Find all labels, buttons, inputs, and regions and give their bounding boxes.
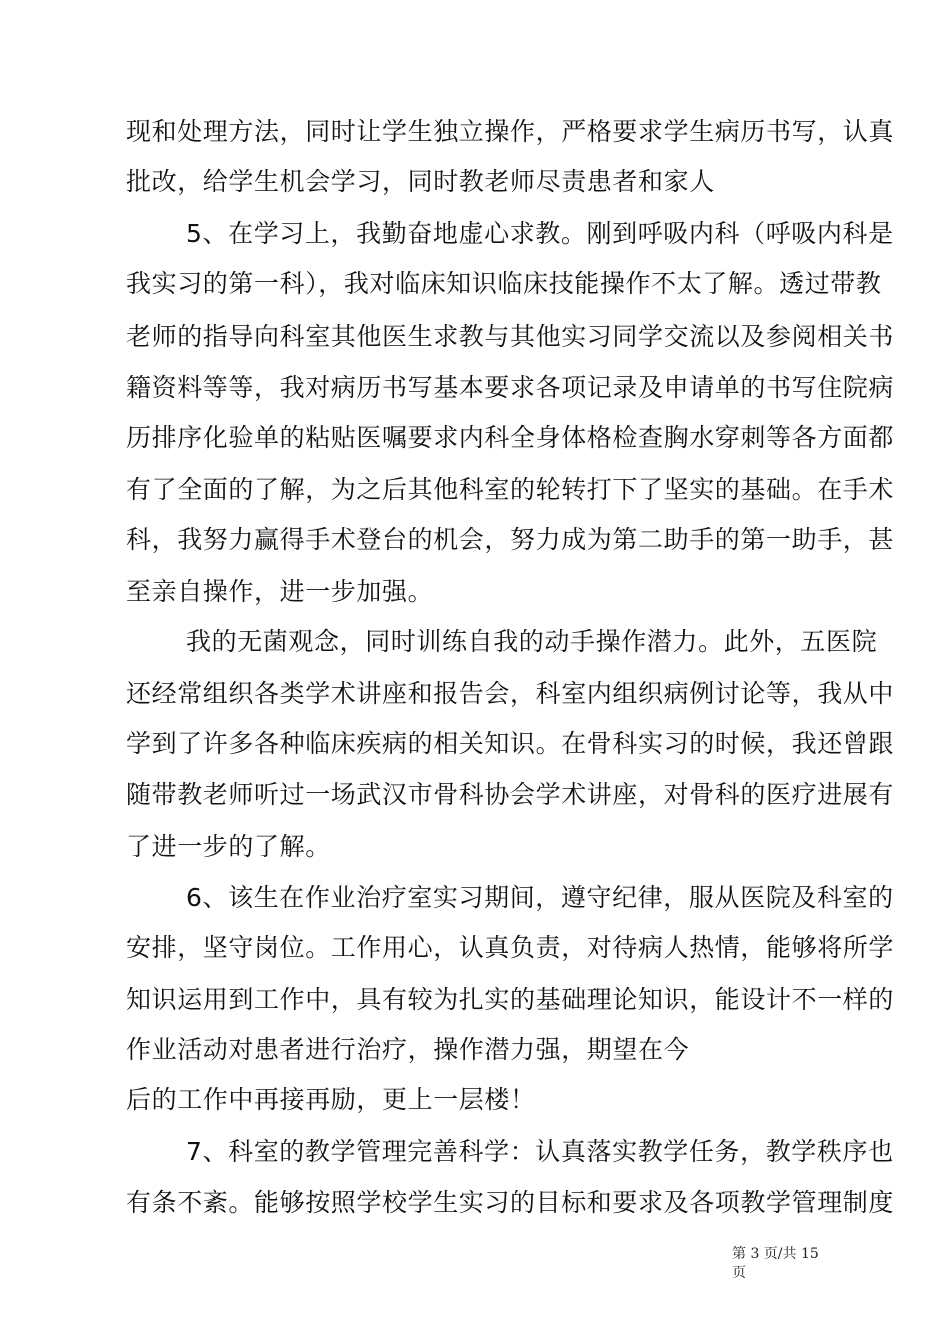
text-line: 我实习的第一科），我对临床知识临床技能操作不太了解。透过带教 [126, 269, 882, 298]
text-line: 后的工作中再接再励，更上一层楼！ [126, 1085, 536, 1114]
text-line: 了进一步的了解。 [126, 832, 331, 861]
paragraph-start-line: 5、在学习上，我勤奋地虚心求教。刚到呼吸内科（呼吸内科是 [186, 219, 894, 248]
paragraph-start-line: 7、科室的教学管理完善科学：认真落实教学任务，教学秩序也 [186, 1137, 894, 1166]
text-line: 作业活动对患者进行治疗，操作潜力强，期望在今 [126, 1035, 690, 1064]
text-line: 有了全面的了解，为之后其他科室的轮转打下了坚实的基础。在手术 [126, 475, 895, 504]
text-line: 还经常组织各类学术讲座和报告会，科室内组织病例讨论等，我从中 [126, 679, 895, 708]
text-line: 历排序化验单的粘贴医嘱要求内科全身体格检查胸水穿刺等各方面都 [126, 423, 895, 452]
text-line: 籍资料等等，我对病历书写基本要求各项记录及申请单的书写住院病 [126, 373, 895, 402]
text-line: 老师的指导向科室其他医生求教与其他实习同学交流以及参阅相关书 [126, 322, 895, 351]
text-line: 现和处理方法，同时让学生独立操作，严格要求学生病历书写，认真 [126, 117, 895, 146]
paragraph-start-line: 我的无菌观念，同时训练自我的动手操作潜力。此外，五医院 [186, 627, 878, 656]
text-line: 安排，坚守岗位。工作用心，认真负责，对待病人热情，能够将所学 [126, 933, 895, 962]
page-number: 第 3 页/共 15 [732, 1246, 819, 1262]
text-line: 学到了许多各种临床疾病的相关知识。在骨科实习的时候，我还曾跟 [126, 729, 895, 758]
text-line: 有条不紊。能够按照学校学生实习的目标和要求及各项教学管理制度 [126, 1188, 895, 1217]
text-line: 随带教老师听过一场武汉市骨科协会学术讲座，对骨科的医疗进展有 [126, 780, 895, 809]
text-line: 知识运用到工作中，具有较为扎实的基础理论知识，能设计不一样的 [126, 985, 895, 1014]
text-line: 批改，给学生机会学习，同时教老师尽责患者和家人 [126, 167, 715, 196]
text-line: 科，我努力赢得手术登台的机会，努力成为第二助手的第一助手，甚 [126, 525, 895, 554]
page-number-suffix: 页 [732, 1265, 746, 1281]
paragraph-start-line: 6、该生在作业治疗室实习期间，遵守纪律，服从医院及科室的 [186, 883, 894, 912]
text-line: 至亲自操作，进一步加强。 [126, 577, 434, 606]
